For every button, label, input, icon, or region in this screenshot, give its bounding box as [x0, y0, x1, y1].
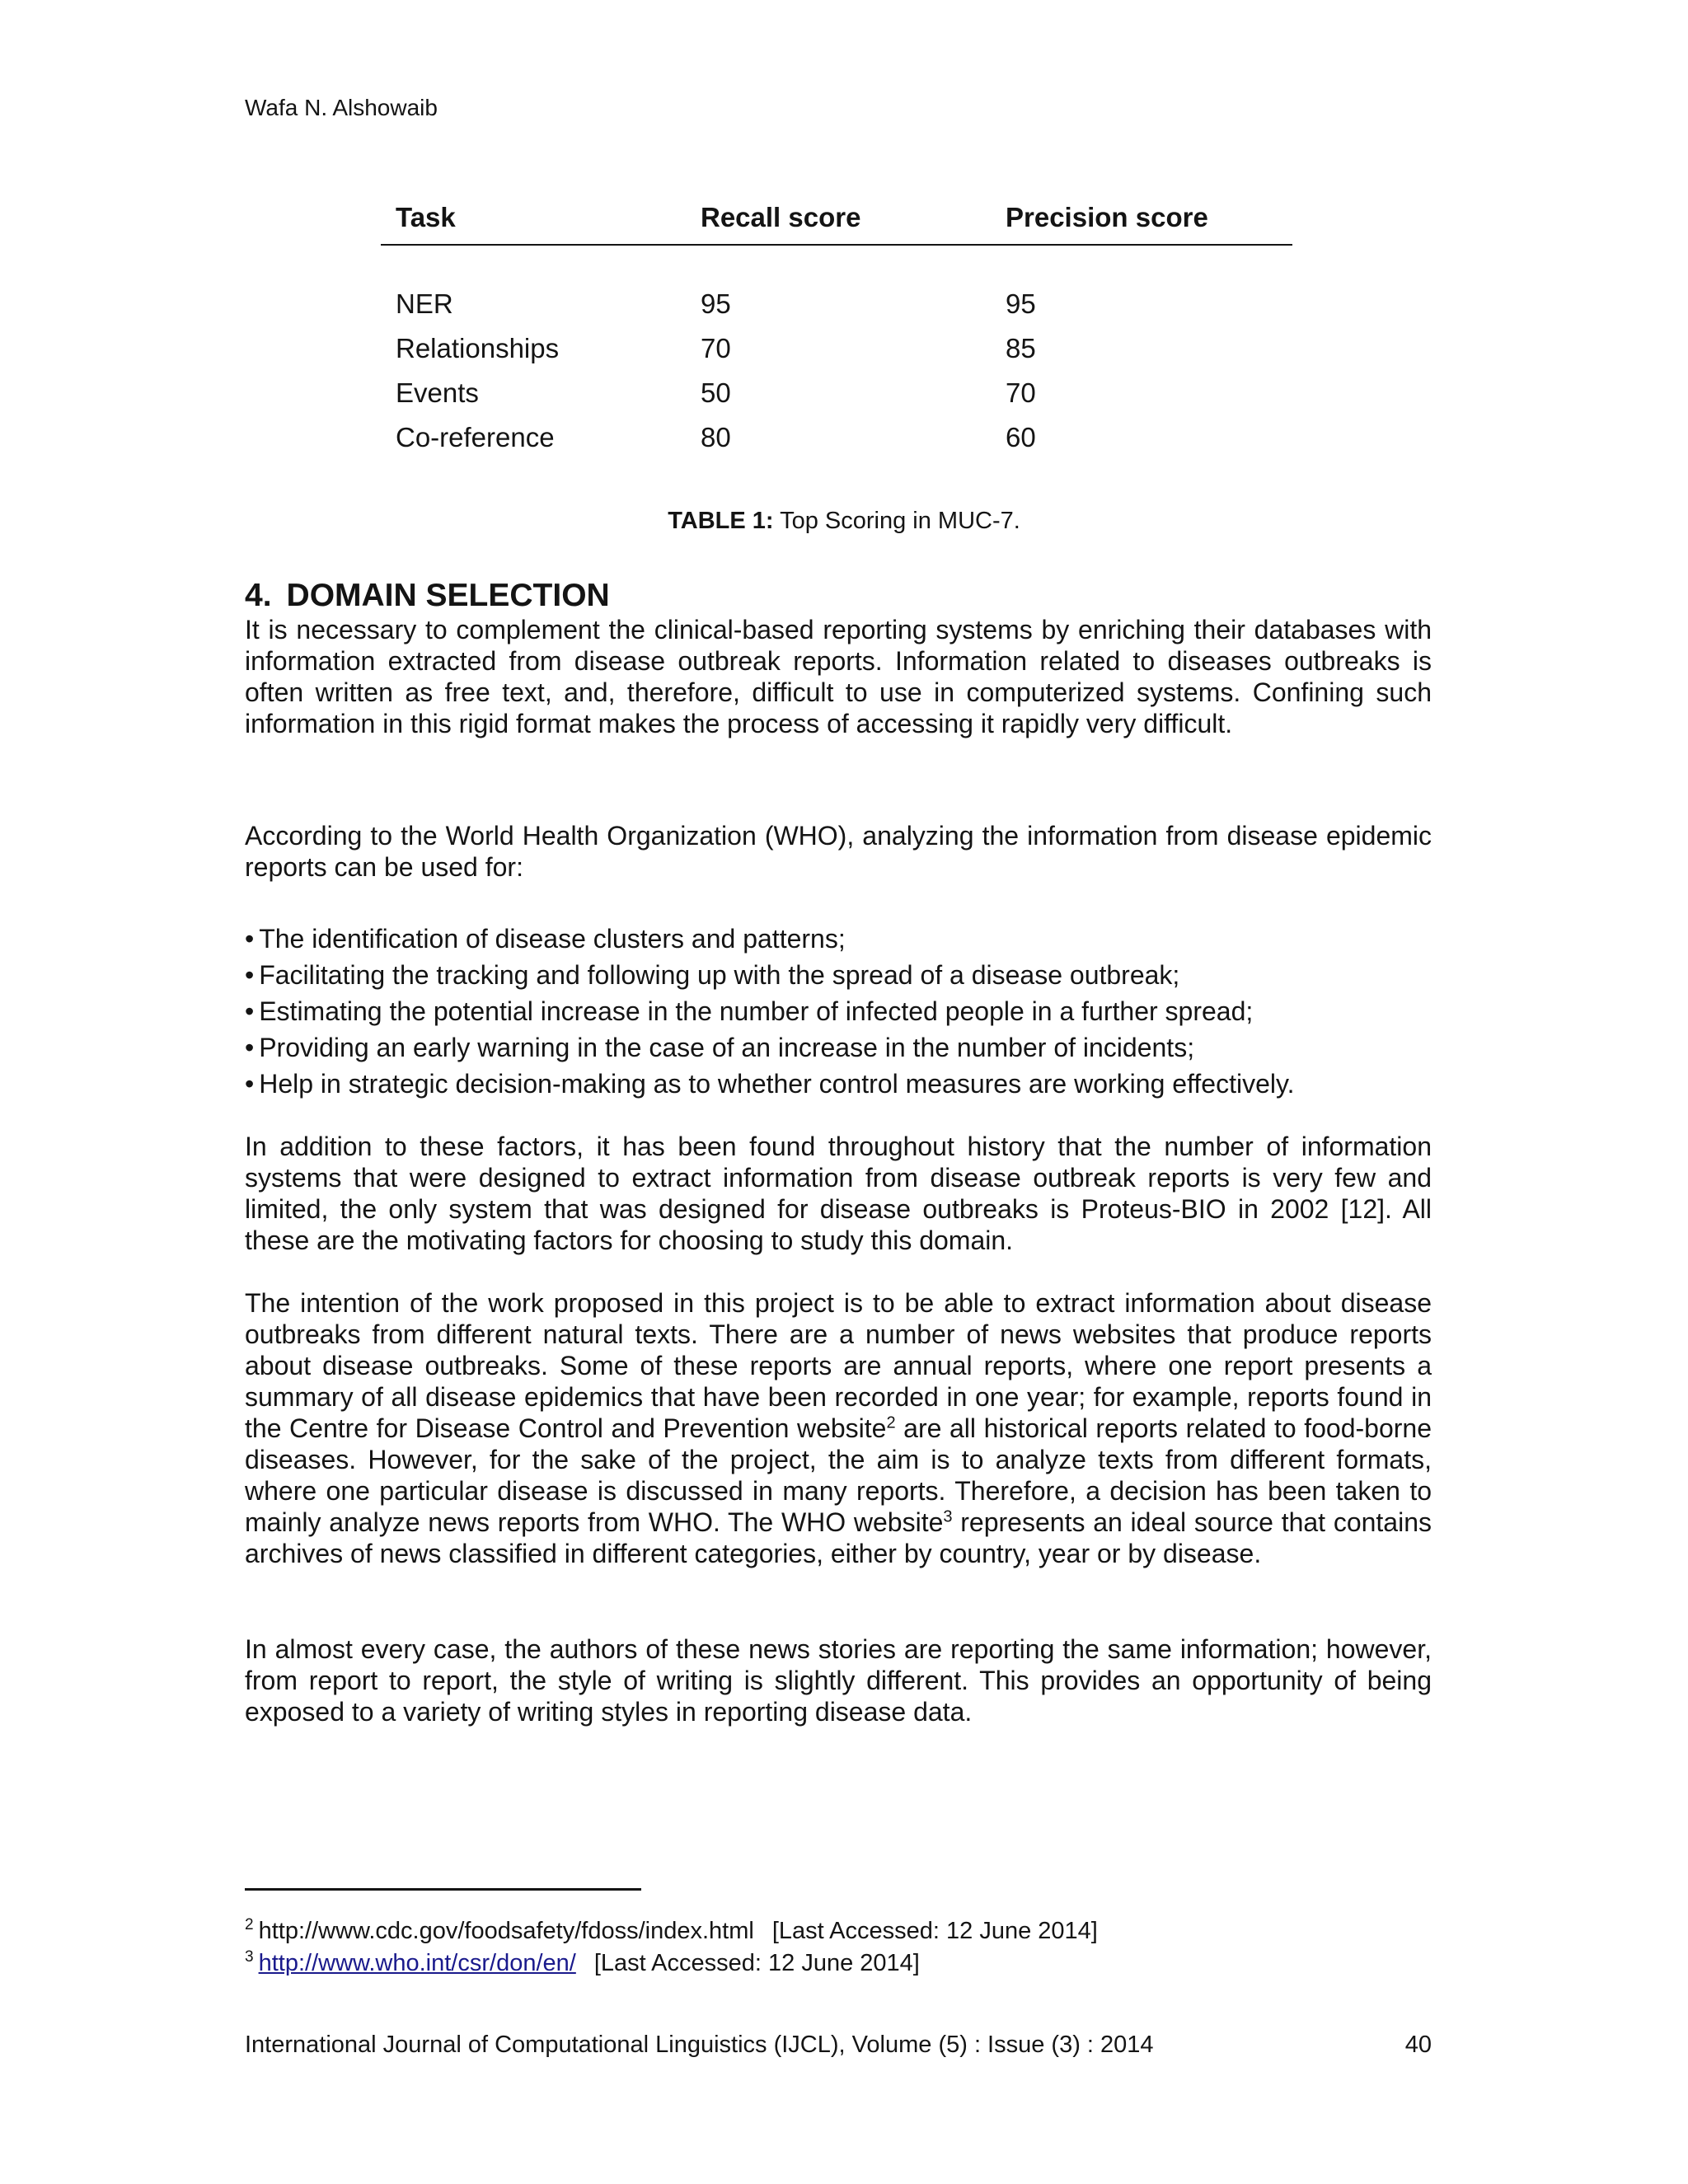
- section-number: 4.: [245, 578, 272, 613]
- list-item: [245, 1029, 1432, 1066]
- footnote-link[interactable]: http://www.who.int/csr/don/en/: [258, 1950, 576, 1976]
- bullet-icon: •: [245, 1069, 255, 1099]
- page-number: 40: [1404, 2032, 1432, 2058]
- page-footer: [245, 2030, 1432, 2060]
- footnote-ref-2: 2: [886, 1413, 896, 1432]
- list-item: [245, 921, 1432, 957]
- paragraph-intention-part-1: The intention of the work proposed in this project is to be able to extract information about disease outbreaks from different natural texts. There are a number of news websites that produce reports about disease outbreaks. Some of these reports are annual reports, where one report presents a summary of all disease epidemics that have been recorded in one year; for example, reports found in the Centre for Disease Control and Prevention website: [245, 1288, 1432, 1443]
- results-table: [381, 191, 1292, 460]
- footer-journal: International Journal of Computational Linguistics (IJCL), Volume (5) : Issue (3) : 2014: [245, 2032, 1154, 2058]
- footnote-3: [245, 1943, 920, 1978]
- running-head-author: Wafa N. Alshowaib: [245, 95, 438, 120]
- table-cell-precision: 85: [1006, 333, 1036, 363]
- footnote-mark: 2: [245, 1916, 254, 1933]
- paragraph-intention-part-3: represents an ideal source that contains archives of news classified in different categories, either by country, year or by disease.: [245, 1507, 1432, 1568]
- footnote-divider: [245, 1888, 641, 1891]
- uses-list: [245, 921, 1432, 1102]
- list-item: [245, 957, 1432, 993]
- list-item: [245, 993, 1432, 1029]
- bullet-icon: •: [245, 960, 255, 990]
- table-cell-task: Relationships: [396, 333, 560, 363]
- table-cell-recall: 95: [701, 288, 731, 319]
- table-cell-recall: 70: [701, 333, 731, 363]
- footnote-note: [Last Accessed: 12 June 2014]: [771, 1918, 1098, 1944]
- table-header-row: [381, 191, 1292, 246]
- table-body: [381, 246, 1292, 460]
- table-cell-recall: 80: [701, 422, 731, 452]
- section-title: DOMAIN SELECTION: [286, 578, 610, 613]
- table-cell-precision: 95: [1006, 288, 1036, 319]
- table-cell-task: NER: [396, 288, 453, 319]
- table-row: [381, 371, 1292, 415]
- table-caption-text: Top Scoring in MUC-7.: [773, 508, 1020, 534]
- table-row: [381, 282, 1292, 326]
- paragraph-who: According to the World Health Organization (WHO), analyzing the information from disease epidemic reports can be used for:: [245, 821, 1432, 882]
- list-item: [245, 1066, 1432, 1102]
- table-row: [381, 326, 1292, 371]
- table-cell-task: Events: [396, 377, 479, 408]
- table-cell-precision: 70: [1006, 377, 1036, 408]
- paragraph-intention: [245, 1287, 1432, 1569]
- table-cell-precision: 60: [1006, 422, 1036, 452]
- list-item-text: Help in strategic decision-making as to whether control measures are working effectively.: [259, 1069, 1295, 1099]
- footnote-note: [Last Accessed: 12 June 2014]: [593, 1950, 920, 1976]
- paragraph-styles: In almost every case, the authors of these news stories are reporting the same information; however, from report to report, the style of writing is slightly different. This provides an opportunity of being exposed to a variety of writing styles in reporting disease data.: [245, 1634, 1432, 1727]
- footnote-mark: 3: [245, 1948, 254, 1966]
- paragraph-intro: It is necessary to complement the clinical-based reporting systems by enriching their databases with information extracted from disease outbreak reports. Information related to diseases outbreaks is often written as free text, and, therefore, difficult to use in computerized systems. Confining such information in this rigid format makes the process of accessing it rapidly very difficult.: [245, 615, 1432, 738]
- table-header-recall: Recall score: [701, 202, 861, 232]
- table-caption: [0, 506, 1688, 536]
- list-item-text: The identification of disease clusters and patterns;: [259, 924, 846, 954]
- table-cell-task: Co-reference: [396, 422, 555, 452]
- paragraph-intention-part-2: are all historical reports related to food-borne diseases. However, for the sake of the project, the aim is to analyze texts from different formats, where one particular disease is discussed in many reports. Therefore, a decision has been taken to mainly analyze news reports from WHO. The WHO website: [245, 1413, 1432, 1537]
- table-header-precision: Precision score: [1006, 202, 1208, 232]
- table-row: [381, 415, 1292, 460]
- table-header-task: Task: [396, 202, 456, 232]
- list-item-text: Facilitating the tracking and following up with the spread of a disease outbreak;: [259, 960, 1180, 990]
- bullet-icon: •: [245, 996, 255, 1026]
- bullet-icon: •: [245, 924, 255, 954]
- footnote-ref-3: 3: [943, 1507, 953, 1526]
- table-cell-recall: 50: [701, 377, 731, 408]
- list-item-text: Estimating the potential increase in the number of infected people in a further spread;: [259, 996, 1254, 1026]
- footnote-2: [245, 1910, 1098, 1946]
- footnote-url: http://www.cdc.gov/foodsafety/fdoss/index.html: [258, 1918, 754, 1944]
- paragraph-history: In addition to these factors, it has been found throughout history that the number of information systems that were designed to extract information from disease outbreak reports is very few and limited, the only system that was designed for disease outbreaks is Proteus-BIO in 2002 [12]. All these are the motivating factors for choosing to study this domain.: [245, 1132, 1432, 1255]
- bullet-icon: •: [245, 1033, 255, 1062]
- section-heading: [245, 577, 610, 615]
- table-caption-label: TABLE 1:: [668, 508, 774, 534]
- list-item-text: Providing an early warning in the case of an increase in the number of incidents;: [259, 1033, 1195, 1062]
